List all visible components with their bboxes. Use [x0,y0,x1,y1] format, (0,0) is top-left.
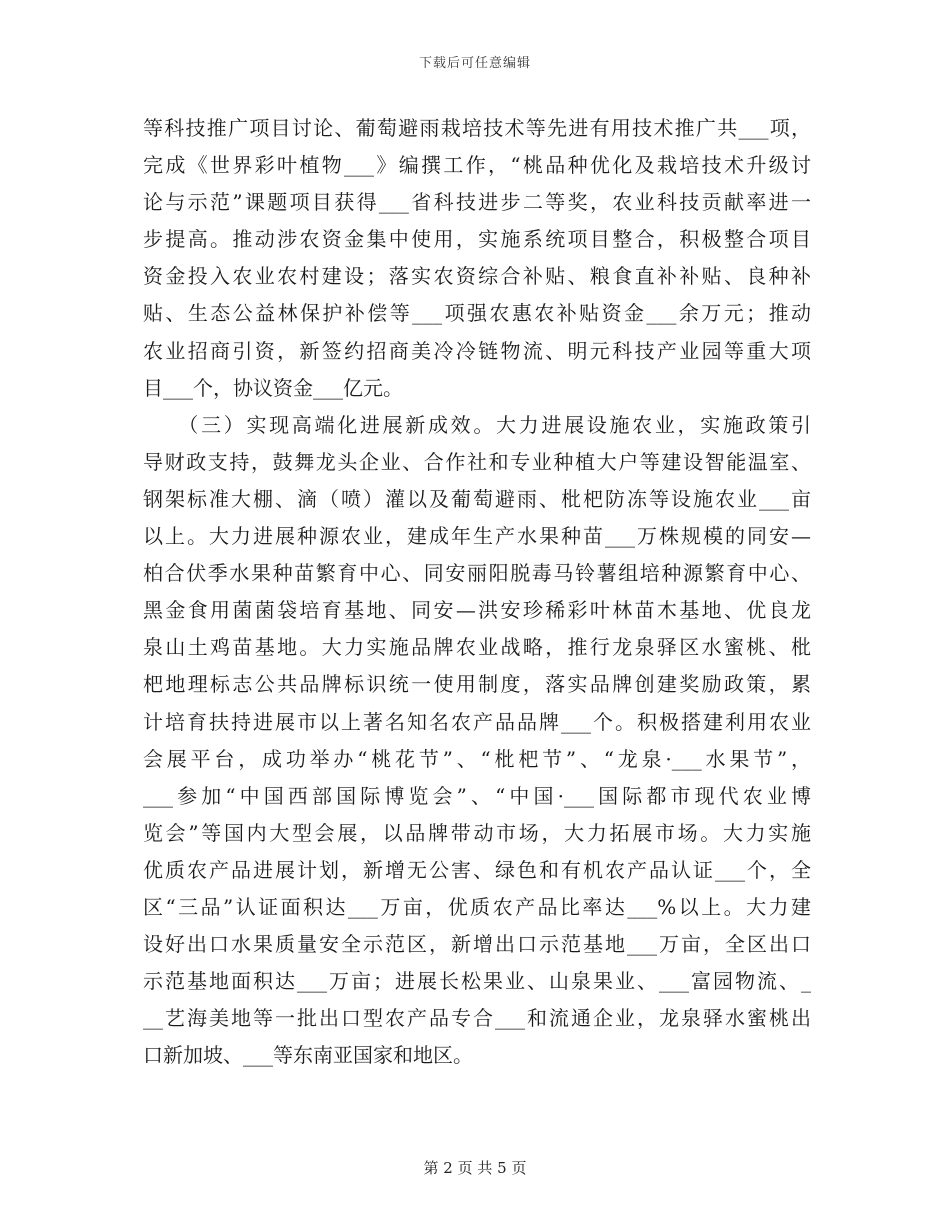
text-line: 区“三品”认证面积达___万亩，优质农产品比率达___%以上。大力建 [143,894,811,919]
text-line: 农业招商引资，新签约招商美冷冷链物流、明元科技产业园等重大项 [143,338,811,363]
text-line: 优质农产品进展计划，新增无公害、绿色和有机农产品认证___个，全 [143,857,811,882]
text-line: 等科技推广项目讨论、葡萄避雨栽培技术等先进有用技术推广共___项， [143,116,811,140]
text-line: 资金投入农业农村建设；落实农资综合补贴、粮食直补补贴、良种补 [143,264,811,289]
text-line: 示范基地面积达___万亩；进展长松果业、山泉果业、___富园物流、_ [143,969,811,994]
text-line: 计培育扶持进展市以上著名知名农产品品牌___个。积极搭建利用农业 [143,709,811,734]
text-line: 论与示范”课题项目获得___省科技进步二等奖，农业科技贡献率进一 [143,190,811,215]
page-header: 下载后可任意编辑 [418,56,531,71]
text-line: 以上。大力进展种源农业，建成年生产水果种苗___万株规模的同安— [143,524,811,549]
text-line: 览会”等国内大型会展，以品牌带动市场，大力拓展市场。大力实施 [143,820,811,845]
text-line: 杷地理标志公共品牌标识统一使用制度，落实品牌创建奖励政策，累 [143,672,811,697]
text-line: __艺海美地等一批出口型农产品专合___和流通企业，龙泉驿水蜜桃出 [143,1006,811,1031]
text-line: 口新加坡、___等东南亚国家和地区。 [143,1043,473,1068]
text-line: 导财政支持，鼓舞龙头企业、合作社和专业种植大户等建设智能温室、 [143,449,811,474]
page-number: 第 2 页 共 5 页 [423,1159,527,1177]
text-line: 会展平台，成功举办“桃花节”、“枇杷节”、“龙泉·___水果节”， [143,746,811,771]
body-text [143,110,811,1074]
text-line: 柏合伏季水果种苗繁育中心、同安丽阳脱毒马铃薯组培种源繁育中心、 [143,561,811,586]
text-line: 贴、生态公益林保护补偿等___项强农惠农补贴资金___余万元；推动 [143,301,811,326]
text-line: 目___个，协议资金___亿元。 [143,375,403,400]
text-line: 黑金食用菌菌袋培育基地、同安—洪安珍稀彩叶林苗木基地、优良龙 [143,598,811,623]
text-line: 设好出口水果质量安全示范区，新增出口示范基地___万亩，全区出口 [143,932,811,957]
text-line: 钢架标准大棚、滴（喷）灌以及葡萄避雨、枇杷防冻等设施农业___亩 [143,486,811,511]
text-line: （三）实现高端化进展新成效。大力进展设施农业，实施政策引 [143,412,811,437]
text-line: ___参加“中国西部国际博览会”、“中国·___国际都市现代农业博 [143,783,811,808]
text-line: 完成《世界彩叶植物___》编撰工作，“桃品种优化及栽培技术升级讨 [143,153,811,178]
text-line: 泉山土鸡苗基地。大力实施品牌农业战略，推行龙泉驿区水蜜桃、枇 [143,635,811,660]
text-line: 步提高。推动涉农资金集中使用，实施系统项目整合，积极整合项目 [143,227,811,252]
